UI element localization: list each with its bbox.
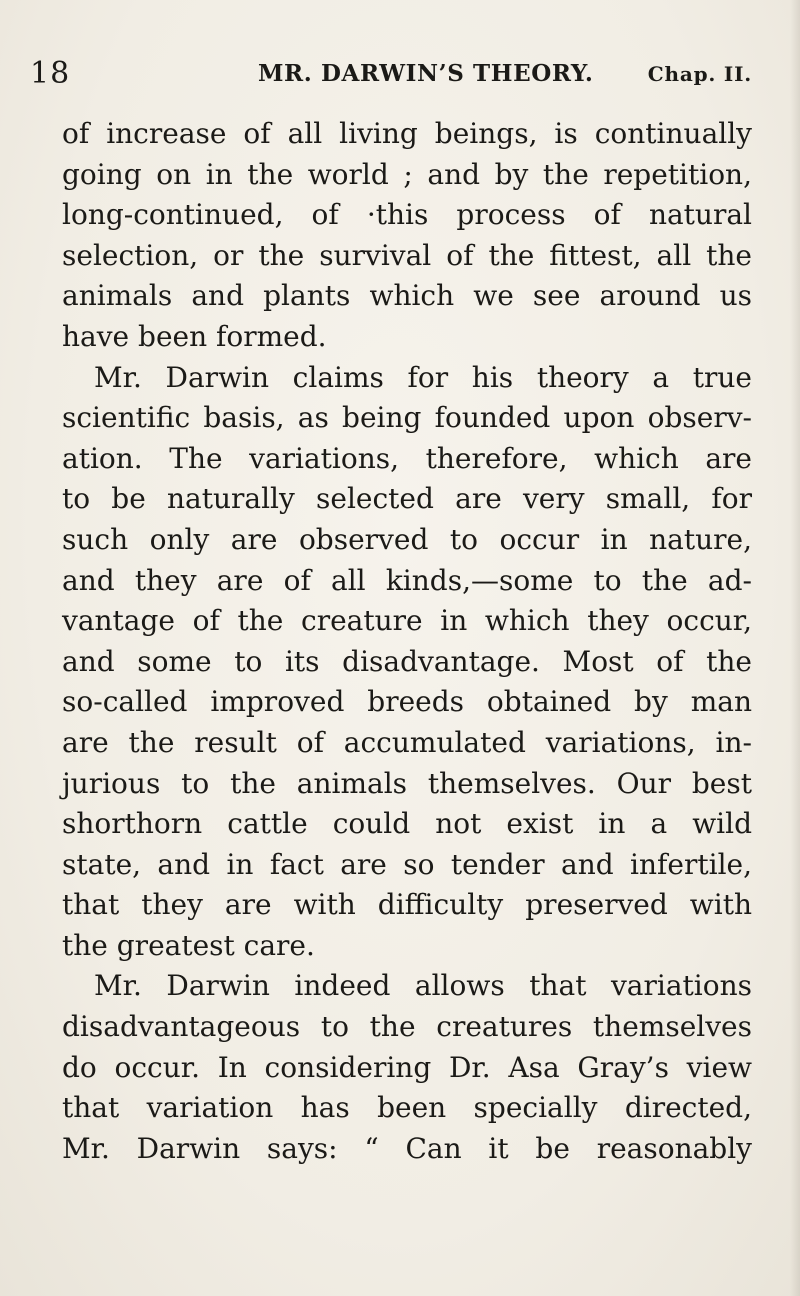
text-line: shorthorn cattle could not exist in a wild [62, 807, 752, 841]
text-line: vantage of the creature in which they occur, [62, 604, 752, 638]
page-number: 18 [30, 56, 71, 91]
text-line: scientific basis, as being founded upon observ- [62, 401, 752, 435]
text-line: Mr. Darwin claims for his theory a true [94, 360, 752, 394]
running-head: MR. DARWIN’S THEORY. [258, 60, 594, 87]
text-line: selection, or the survival of the fittest, all the [62, 238, 752, 272]
text-line: so-called improved breeds obtained by man [62, 685, 752, 719]
body-text [62, 114, 752, 1169]
text-line: do occur. In considering Dr. Asa Gray’s view [62, 1050, 752, 1084]
text-line: of increase of all living beings, is continually [62, 117, 752, 150]
text-line: have been formed. [62, 319, 327, 353]
chapter-reference: Chap. II. [647, 62, 752, 86]
text-line: the greatest care. [62, 928, 315, 962]
text-line: such only are observed to occur in nature, [62, 522, 752, 556]
text-line: Mr. Darwin indeed allows that variations [94, 969, 752, 1003]
text-line: that variation has been specially directed, [62, 1091, 752, 1125]
text-line: animals and plants which we see around us [62, 279, 752, 313]
text-line: that they are with difficulty preserved with [62, 888, 752, 922]
text-line: jurious to the animals themselves. Our best [62, 766, 752, 800]
text-line: long-continued, of ·this process of natural [62, 198, 752, 232]
text-line: state, and in fact are so tender and infertile, [62, 847, 752, 881]
page-header [30, 52, 752, 96]
text-line: ation. The variations, therefore, which are [62, 441, 752, 475]
text-line: and they are of all kinds,—some to the ad- [62, 563, 752, 597]
text-line: and some to its disadvantage. Most of the [62, 644, 752, 678]
text-line: are the result of accumulated variations, in- [62, 725, 752, 759]
text-line: to be naturally selected are very small, for [62, 482, 752, 516]
page-edge-shadow [790, 0, 800, 1296]
text-line: disadvantageous to the creatures themselves [62, 1010, 752, 1044]
text-line: Mr. Darwin says: “ Can it be reasonably [62, 1131, 752, 1165]
text-line: going on in the world ; and by the repetition, [62, 157, 752, 191]
